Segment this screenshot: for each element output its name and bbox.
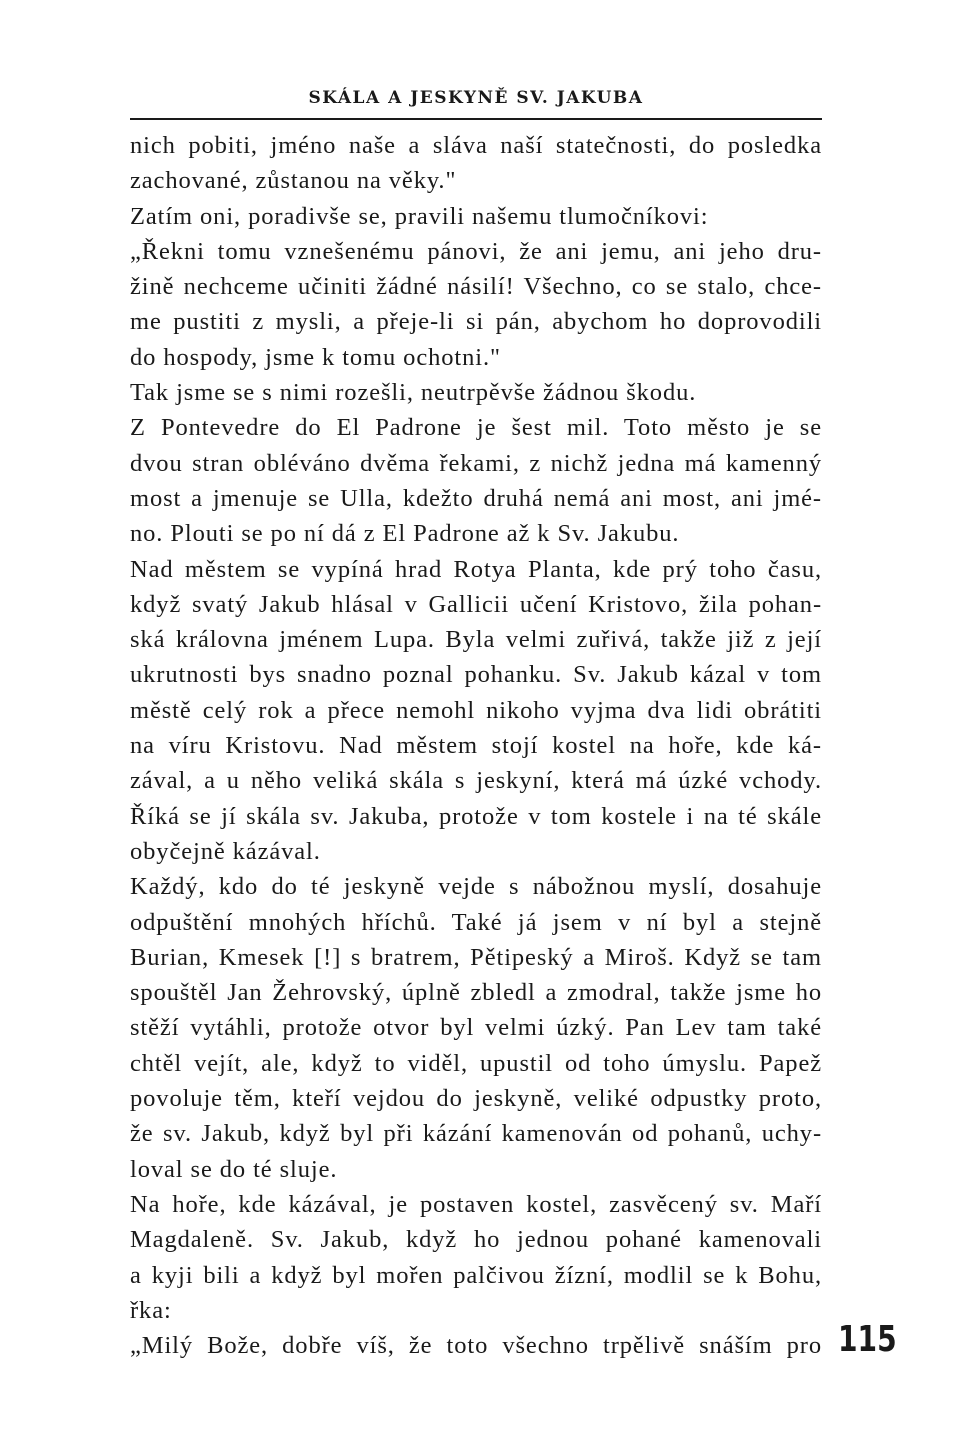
text-line: na víru Kristovu. Nad městem stojí kostel na hoře, kde ká-	[130, 732, 822, 760]
text-line: no. Plouti se po ní dá z El Padrone až k Sv. Jakubu.	[130, 520, 680, 548]
text-line: obyčejně kázával.	[130, 837, 321, 865]
running-head: SKÁLA A JESKYNĚ SV. JAKUBA	[308, 88, 644, 108]
text-line: žině nechceme učiniti žádné násilí! Všechno, co se stalo, chce-	[130, 273, 822, 301]
body-text	[130, 128, 822, 1363]
text-line: Nad městem se vypíná hrad Rotya Planta, kde prý toho času,	[130, 555, 822, 583]
text-line: me pustiti z mysli, a přeje-li si pán, abychom ho doprovodili	[130, 308, 822, 336]
text-line: Burian, Kmesek [!] s bratrem, Pětipeský a Miroš. Když se tam	[130, 943, 822, 971]
text-line: „Řekni tomu vznešenému pánovi, že ani jemu, ani jeho dru-	[130, 237, 822, 265]
text-line: ská královna jménem Lupa. Byla velmi zuřivá, takže již z její	[130, 626, 822, 654]
text-line: Na hoře, kde kázával, je postaven kostel, zasvěcený sv. Maří	[130, 1190, 822, 1218]
text-line: most a jmenuje se Ulla, kdežto druhá nemá ani most, ani jmé-	[130, 484, 822, 512]
text-line: Z Pontevedre do El Padrone je šest mil. Toto město je se	[130, 414, 822, 442]
page-number: 115	[838, 1319, 897, 1360]
text-line: do hospody, jsme k tomu ochotni."	[130, 343, 501, 371]
text-line: povoluje těm, kteří vejdou do jeskyně, veliké odpustky proto,	[130, 1085, 822, 1113]
text-line: že sv. Jakub, když byl při kázání kamenován od pohanů, uchy-	[130, 1120, 822, 1148]
text-line: když svatý Jakub hlásal v Gallicii učení Kristovo, žila pohan-	[130, 590, 822, 618]
text-line: dvou stran obléváno dvěma řekami, z nichž jedna má kamenný	[130, 449, 822, 477]
text-line: spouštěl Jan Žehrovský, úplně zbledl a zmodral, takže jsme ho	[130, 979, 822, 1007]
text-line: Zatím oni, poradivše se, pravili našemu tlumočníkovi:	[130, 202, 709, 230]
text-line: Říká se jí skála sv. Jakuba, protože v tom kostele i na té skále	[130, 802, 822, 830]
text-line: městě celý rok a přece nemohl nikoho vyjma dva lidi obrátiti	[130, 696, 822, 724]
text-line: „Milý Bože, dobře víš, že toto všechno trpělivě snáším pro	[130, 1332, 822, 1360]
text-line: Tak jsme se s nimi rozešli, neutrpěvše žádnou škodu.	[130, 379, 697, 407]
text-line: a kyji bili a když byl mořen palčivou žízní, modlil se k Bohu,	[130, 1261, 822, 1289]
text-line: Každý, kdo do té jeskyně vejde s nábožnou myslí, dosahuje	[130, 873, 822, 901]
text-line: loval se do té sluje.	[130, 1155, 338, 1183]
text-line: nich pobiti, jméno naše a sláva naší statečnosti, do posledka	[130, 132, 822, 159]
text-line: odpuštění mnohých hříchů. Také já jsem v ní byl a stejně	[130, 908, 822, 936]
text-line: zachované, zůstanou na věky."	[130, 167, 457, 195]
text-line: Magdaleně. Sv. Jakub, když ho jednou pohané kamenovali	[130, 1226, 822, 1254]
text-line: zával, a u něho veliká skála s jeskyní, která má úzké vchody.	[130, 767, 822, 795]
text-line: ukrutnosti bys snadno poznal pohanku. Sv. Jakub kázal v tom	[130, 661, 822, 689]
header-rule	[130, 118, 822, 120]
text-line: chtěl vejít, ale, když to viděl, upustil od toho úmyslu. Papež	[130, 1049, 822, 1077]
text-line: stěží vytáhli, protože otvor byl velmi úzký. Pan Lev tam také	[130, 1014, 822, 1042]
text-line: řka:	[130, 1296, 172, 1324]
